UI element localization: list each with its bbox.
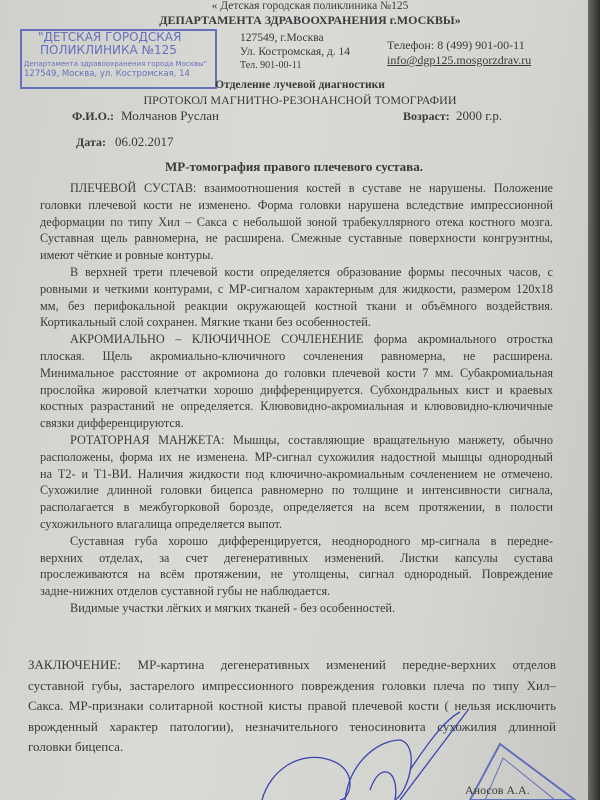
paragraph-line: на Т2- и Т1-ВИ. Наличия жидкости под ключично-акромиальным сочленением не отмечено. <box>40 466 553 481</box>
signature-icon <box>262 710 468 800</box>
address-line2: Ул. Костромская, д. 14 <box>240 46 351 58</box>
date-value: 06.02.2017 <box>115 134 174 149</box>
org-line2: ДЕПАРТАМЕНТА ЗДРАВООХРАНЕНИЯ г.МОСКВЫ» <box>159 13 461 27</box>
paragraph-line: расположены, форма их не изменена. МР-сигнал сухожилия надостной мышцы однородный <box>40 449 553 464</box>
conclusion-line: ЗАКЛЮЧЕНИЕ: МР-картина дегенеративных изменений передне-верхних отделов <box>28 657 556 672</box>
stamp-line3: Департамента здравоохранения города Москвы" <box>24 60 207 68</box>
stamp-line2: ПОЛИКЛИНИКА №125 <box>40 43 177 57</box>
conclusion-line: Сакса. МР-признаки солитарной костной кисты правой плечевой кости ( нельзя исключить <box>28 698 556 713</box>
address-line1: 127549, г.Москва <box>240 32 324 44</box>
paragraph-first-line: Видимые участки лёгких и мягких тканей - без особенностей. <box>70 601 396 615</box>
age-label: Возраст: <box>403 109 450 123</box>
department: Отделение лучевой диагностики <box>215 79 385 91</box>
paragraph-line: прослойка жировой клетчатки хорошо дифференцируется. Субхондральных кист и краевых <box>40 382 553 397</box>
paragraph-line: связки дифференцируются. <box>40 416 184 431</box>
paragraph-line: задне-нижних отделов суставной губы не наблюдается. <box>40 584 331 599</box>
conclusion-line: врожденный характер патологии), незначительного теносиновита сухожилия длинной <box>28 718 556 734</box>
paragraph-first-line: ПЛЕЧЕВОЙ СУСТАВ: взаимоотношения костей в суставе не нарушены. Положение <box>70 181 553 195</box>
paragraph-line: Кортикальный слой сохранен. Мягкие ткани без особенностей. <box>40 315 371 330</box>
protocol-title: ПРОТОКОЛ МАГНИТНО-РЕЗОНАНСНОЙ ТОМОГРАФИИ <box>143 93 457 107</box>
paragraph-line: Суставная щель равномерна, не расширена. Смежные суставные поверхности конгруэнтны, <box>40 231 553 246</box>
paragraph-first-line: РОТАТОРНАЯ МАНЖЕТА: Мышцы, составляющие вращательную манжету, обычно <box>70 433 553 447</box>
address-line3: Тел. 901-00-11 <box>240 60 302 71</box>
email-link[interactable]: info@dgp125.mosgorzdrav.ru <box>387 53 532 67</box>
paragraph-line: плоская. Щель акромиально-ключичного сочленения равномерна, не расширена. <box>40 349 553 363</box>
conclusion-line: головки бицепса. <box>28 739 124 754</box>
paragraph-first-line: АКРОМИАЛЬНО – КЛЮЧИЧНОЕ СОЧЛЕНЕНИЕ форма акромиального отростка <box>70 332 553 347</box>
paragraph-line: прослеживаются на всём протяжении, не утолщены, сигнал однородный. Повреждение <box>40 567 553 582</box>
paragraph-line: Сухожилие длинной головки бицепса равномерно по толщине и интенсивности сигнала, <box>40 483 553 498</box>
name-label: Ф.И.О.: <box>72 109 114 123</box>
study-title: МР-томография правого плечевого сустава. <box>165 159 423 174</box>
paragraph-line: располагается в межбугорковой борозде, определяется на всем протяжении, в полости <box>40 500 553 515</box>
stamp-line4: 127549, Москва, ул. Костромская, 14 <box>24 69 190 79</box>
paragraph-line: ровными и четкими контурами, с МР-сигналом характерным для жидкости, размером 120х18 <box>40 281 553 296</box>
paragraph-first-line: Суставная губа хорошо дифференцируется, неоднородного мр-сигнала в передне- <box>70 533 553 548</box>
paragraph-line: верхних отделах, за счет дегенеративных изменений. Листки капсулы сустава <box>40 550 553 565</box>
phone: Телефон: 8 (499) 901-00-11 <box>387 38 525 52</box>
paragraph-line: деформации по типу Хил – Сакса с небольшой зоной трабекуллярного отека костного мозга. <box>40 214 553 229</box>
paragraph-line: мм, без перифокальной реакции окружающей костной ткани и объёмного воздействия. <box>40 298 553 313</box>
doctor-name: Аносов А.А. <box>465 783 530 797</box>
paragraph-line: Минимальное расстояние от акромиона до головки плечевой кости 7 мм. Субакромиальная <box>40 365 553 380</box>
paragraph-line: сухожильного влагалища определяется выпот. <box>40 517 283 531</box>
org-line1: « Детская городская поликлиника №125 <box>211 0 409 12</box>
paragraph-line: имеют чёткие и ровные контуры. <box>40 248 214 263</box>
paragraph-first-line: В верхней трети плечевой кости определяется образование формы песочных часов, с <box>70 265 553 279</box>
conclusion-line: суставной губы, застарелого импрессионного повреждения головки плеча по типу Хил– <box>28 677 556 693</box>
paragraph-line: головки плечевой кости не изменено. Форма головки нарушена вследствие импрессионной <box>40 197 553 212</box>
paragraph-line: костных разрастаний не определяется. Клювовидно-акромиальная и клювовидно-ключичные <box>40 399 553 414</box>
date-label: Дата: <box>76 135 106 149</box>
stamp-line1: "ДЕТСКАЯ ГОРОДСКАЯ <box>38 30 182 44</box>
name-value: Молчанов Руслан <box>121 108 219 123</box>
age-value: 2000 г.р. <box>456 108 503 123</box>
